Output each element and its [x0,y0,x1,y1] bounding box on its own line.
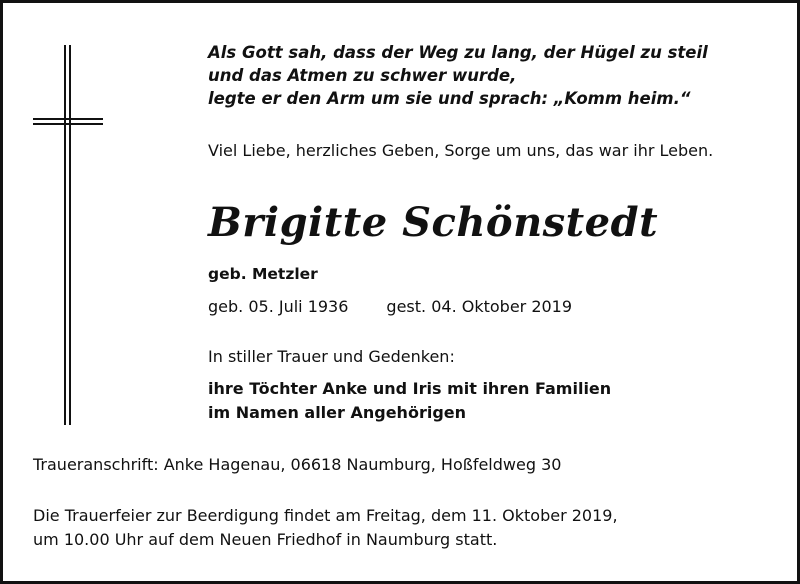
memorial-quote [208,41,708,110]
cross-icon [33,45,103,425]
quote-line-1: Als Gott sah, dass der Weg zu lang, der Hügel zu steil [208,43,708,62]
service-line-1: Die Trauerfeier zur Beerdigung findet am Freitag, dem 11. Oktober 2019, [33,506,618,525]
life-tagline: Viel Liebe, herzliches Geben, Sorge um uns, das war ihr Leben. [208,141,714,160]
mourners-line-1: ihre Töchter Anke und Iris mit ihren Familien [208,379,612,398]
death-date: gest. 04. Oktober 2019 [386,297,573,316]
mourners-line-2: im Namen aller Angehörigen [208,403,467,422]
deceased-name: Brigitte Schönstedt [208,199,659,246]
funeral-service-info [33,504,618,552]
quote-line-3: legte er den Arm um sie und sprach: „Komm heim.“ [208,89,691,108]
quote-line-2: und das Atmen zu schwer wurde, [208,66,517,85]
service-line-2: um 10.00 Uhr auf dem Neuen Friedhof in Naumburg statt. [33,530,498,549]
mourning-intro: In stiller Trauer und Gedenken: [208,347,455,366]
mourners-list [208,377,611,425]
birth-date: geb. 05. Juli 1936 [208,297,349,316]
maiden-name: geb. Metzler [208,265,318,283]
funeral-address: Traueranschrift: Anke Hagenau, 06618 Naumburg, Hoßfeldweg 30 [33,455,562,474]
life-dates [208,297,572,316]
